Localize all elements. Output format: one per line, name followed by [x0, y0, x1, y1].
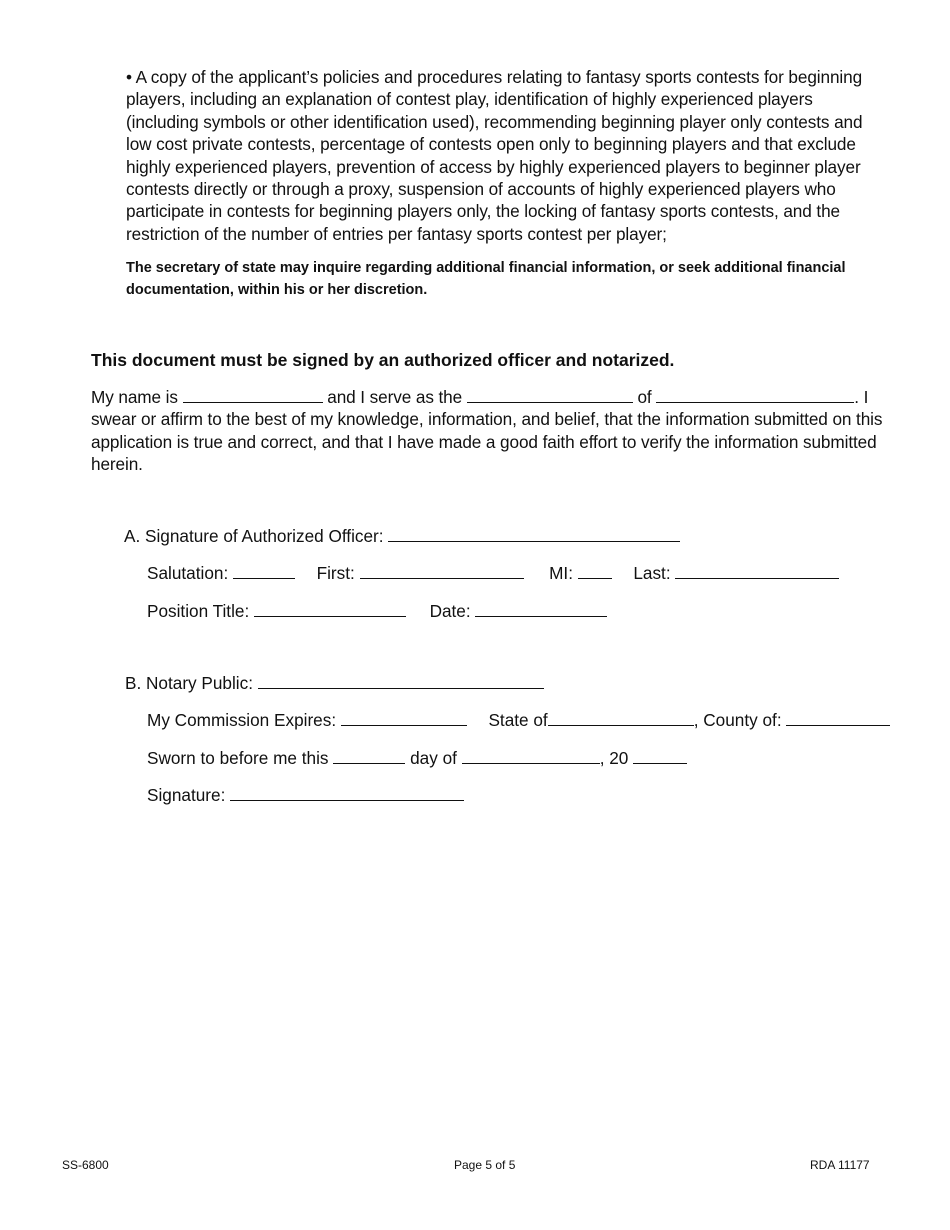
officer-signature-label: A. Signature of Authorized Officer: — [124, 526, 384, 546]
date-field[interactable] — [475, 601, 607, 617]
last-name-label: Last: — [633, 563, 671, 583]
salutation-field[interactable] — [233, 563, 295, 579]
name-field[interactable] — [183, 387, 323, 403]
position-title-field[interactable] — [254, 601, 406, 617]
notary-signature-label: Signature: — [147, 785, 226, 805]
officer-signature-row — [124, 526, 680, 547]
oath-text-name: My name is — [91, 387, 178, 407]
organization-field[interactable] — [656, 387, 854, 403]
oath-text-swear: . I swear or affirm to the best of my knowledge, information, and belief, that the information submitted on this application is true and correct, and that I have made a good faith effort to verify the information submitted herein. — [91, 387, 883, 475]
date-label: Date: — [429, 601, 471, 621]
state-field[interactable] — [548, 710, 694, 726]
policies-bullet-paragraph: • A copy of the applicant’s policies and procedures relating to fantasy sports contests for beginning players, including an explanation of contest play, identification of highly experienced players (including symbols or other identification used), recommending beginning player only contests and low cost private contests, percentage of contests open only to beginning players and that exclude highly experienced players, prevention of access by highly experienced players to beginner player contests directly or through a proxy, suspension of accounts of highly experienced players who participate in contests for beginning players only, the locking of fantasy sports contests, and the restriction of the number of entries per fantasy sports contest per player; — [126, 67, 863, 244]
position-title-label: Position Title: — [147, 601, 250, 621]
first-name-label: First: — [316, 563, 355, 583]
state-label: State of — [488, 710, 548, 730]
mi-field[interactable] — [578, 563, 612, 579]
notary-field[interactable] — [258, 673, 544, 689]
sworn-day-field[interactable] — [333, 748, 405, 764]
mi-label: MI: — [549, 563, 573, 583]
day-of-label: day of — [410, 748, 457, 768]
sworn-year-field[interactable] — [633, 748, 687, 764]
notary-row — [125, 673, 544, 694]
footer-form-number: SS-6800 — [62, 1158, 109, 1172]
footer-page-number: Page 5 of 5 — [454, 1158, 516, 1172]
secretary-note: The secretary of state may inquire regarding additional financial information, or seek additional financial documentation, within his or her discretion. — [126, 260, 846, 298]
year-label: , 20 — [599, 748, 629, 768]
county-label: , County of: — [693, 710, 782, 730]
last-name-field[interactable] — [675, 563, 839, 579]
salutation-label: Salutation: — [147, 563, 229, 583]
commission-row — [147, 710, 890, 731]
oath-text-of: of — [637, 387, 652, 407]
signing-heading: This document must be signed by an authorized officer and notarized. — [91, 350, 675, 370]
sworn-month-field[interactable] — [462, 748, 600, 764]
notary-label: B. Notary Public: — [125, 673, 253, 693]
oath-paragraph — [91, 386, 886, 476]
officer-signature-field[interactable] — [388, 526, 680, 542]
officer-name-row — [147, 563, 839, 584]
sworn-row — [147, 748, 687, 769]
commission-field[interactable] — [341, 710, 467, 726]
notary-signature-field[interactable] — [230, 785, 464, 801]
oath-text-serve: and I serve as the — [327, 387, 463, 407]
county-field[interactable] — [786, 710, 890, 726]
commission-label: My Commission Expires: — [147, 710, 337, 730]
sworn-label: Sworn to before me this — [147, 748, 329, 768]
role-field[interactable] — [467, 387, 633, 403]
notary-signature-row — [147, 785, 464, 806]
footer-rda: RDA 11177 — [810, 1158, 870, 1172]
position-date-row — [147, 601, 607, 622]
first-name-field[interactable] — [360, 563, 524, 579]
